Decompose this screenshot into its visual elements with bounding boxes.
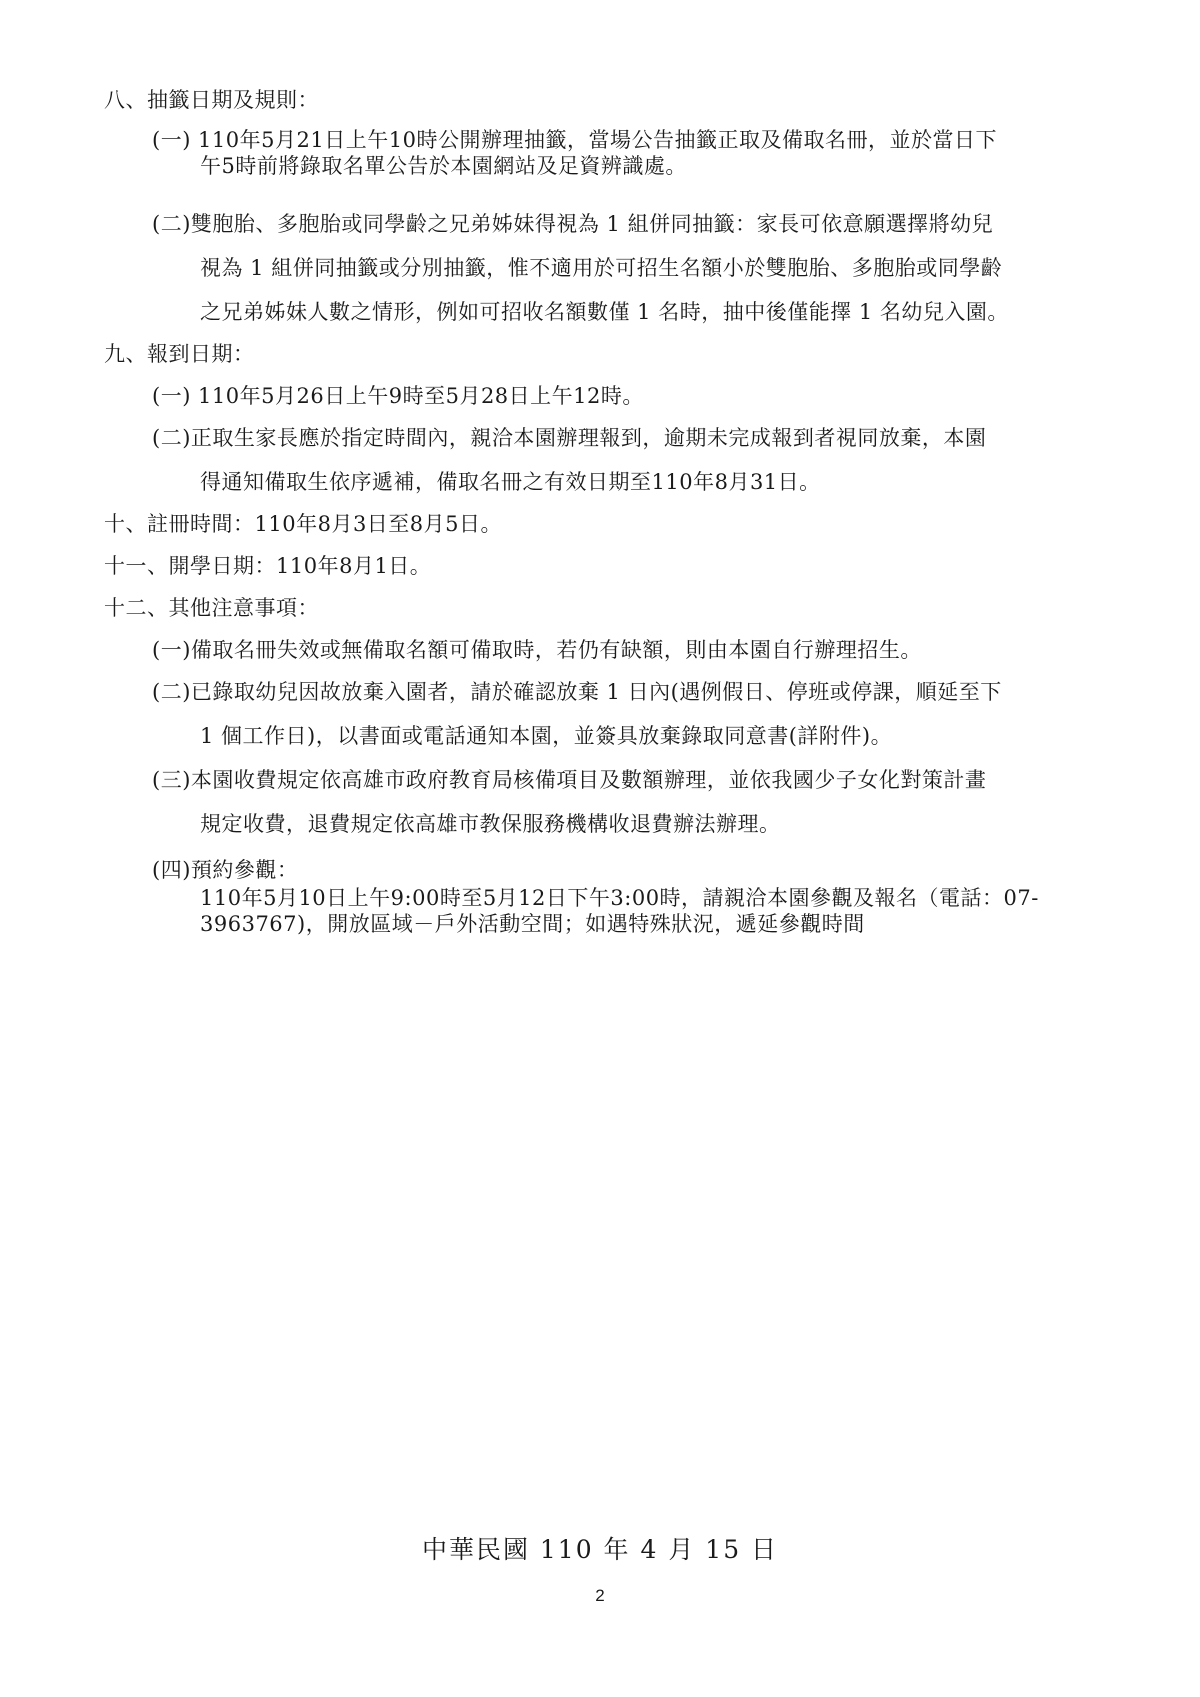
- section-11-heading: 十一、開學日期：110年8月1日。: [104, 554, 432, 578]
- section-12-item-2: (二)已錄取幼兒因故放棄入園者，請於確認放棄 1 日內(遇例假日、停班或停課，順延至下: [152, 680, 1002, 704]
- section-12-item-2-cont: 1 個工作日)，以書面或電話通知本園，並簽具放棄錄取同意書(詳附件)。: [200, 724, 893, 748]
- section-12-item-4-cont-2: 3963767)，開放區域－戶外活動空間；如遇特殊狀況，遞延參觀時間: [200, 912, 865, 936]
- section-10-heading: 十、註冊時間：110年8月3日至8月5日。: [104, 512, 503, 536]
- section-9-heading: 九、報到日期：: [104, 342, 255, 366]
- section-12-item-1: (一)備取名冊失效或無備取名額可備取時，若仍有缺額，則由本園自行辦理招生。: [152, 638, 922, 662]
- section-12-item-3-cont: 規定收費，退費規定依高雄市教保服務機構收退費辦法辦理。: [200, 812, 781, 836]
- section-9-item-1: (一) 110年5月26日上午9時至5月28日上午12時。: [152, 384, 644, 408]
- section-8-item-1: (一) 110年5月21日上午10時公開辦理抽籤，當場公告抽籤正取及備取名冊，並於當日下: [152, 128, 997, 152]
- page-number: 2: [595, 1586, 605, 1605]
- section-12-item-4: (四)預約參觀：: [152, 858, 299, 882]
- section-9-item-2: (二)正取生家長應於指定時間內，親洽本園辦理報到，逾期未完成報到者視同放棄，本園: [152, 426, 987, 450]
- document-date: 中華民國 110 年 4 月 15 日: [421, 1535, 779, 1564]
- section-9-item-2-cont: 得通知備取生依序遞補，備取名冊之有效日期至110年8月31日。: [200, 470, 821, 494]
- section-8-item-2-cont-1: 視為 1 組併同抽籤或分別抽籤，惟不適用於可招生名額小於雙胞胎、多胞胎或同學齡: [200, 256, 1003, 280]
- section-8-heading: 八、抽籤日期及規則：: [104, 88, 319, 112]
- section-8-item-2-cont-2: 之兄弟姊妹人數之情形，例如可招收名額數僅 1 名時，抽中後僅能擇 1 名幼兒入園。: [200, 300, 1009, 324]
- section-12-heading: 十二、其他注意事項：: [104, 596, 319, 620]
- section-12-item-4-cont-1: 110年5月10日上午9:00時至5月12日下午3:00時，請親洽本園參觀及報名（電話：07-: [200, 886, 1039, 910]
- section-12-item-3: (三)本園收費規定依高雄市政府教育局核備項目及數額辦理，並依我國少子女化對策計畫: [152, 768, 987, 792]
- section-8-item-2: (二)雙胞胎、多胞胎或同學齡之兄弟姊妹得視為 1 組併同抽籤：家長可依意願選擇將幼兒: [152, 212, 994, 236]
- section-8-item-1-cont: 午5時前將錄取名單公告於本園網站及足資辨識處。: [200, 154, 687, 178]
